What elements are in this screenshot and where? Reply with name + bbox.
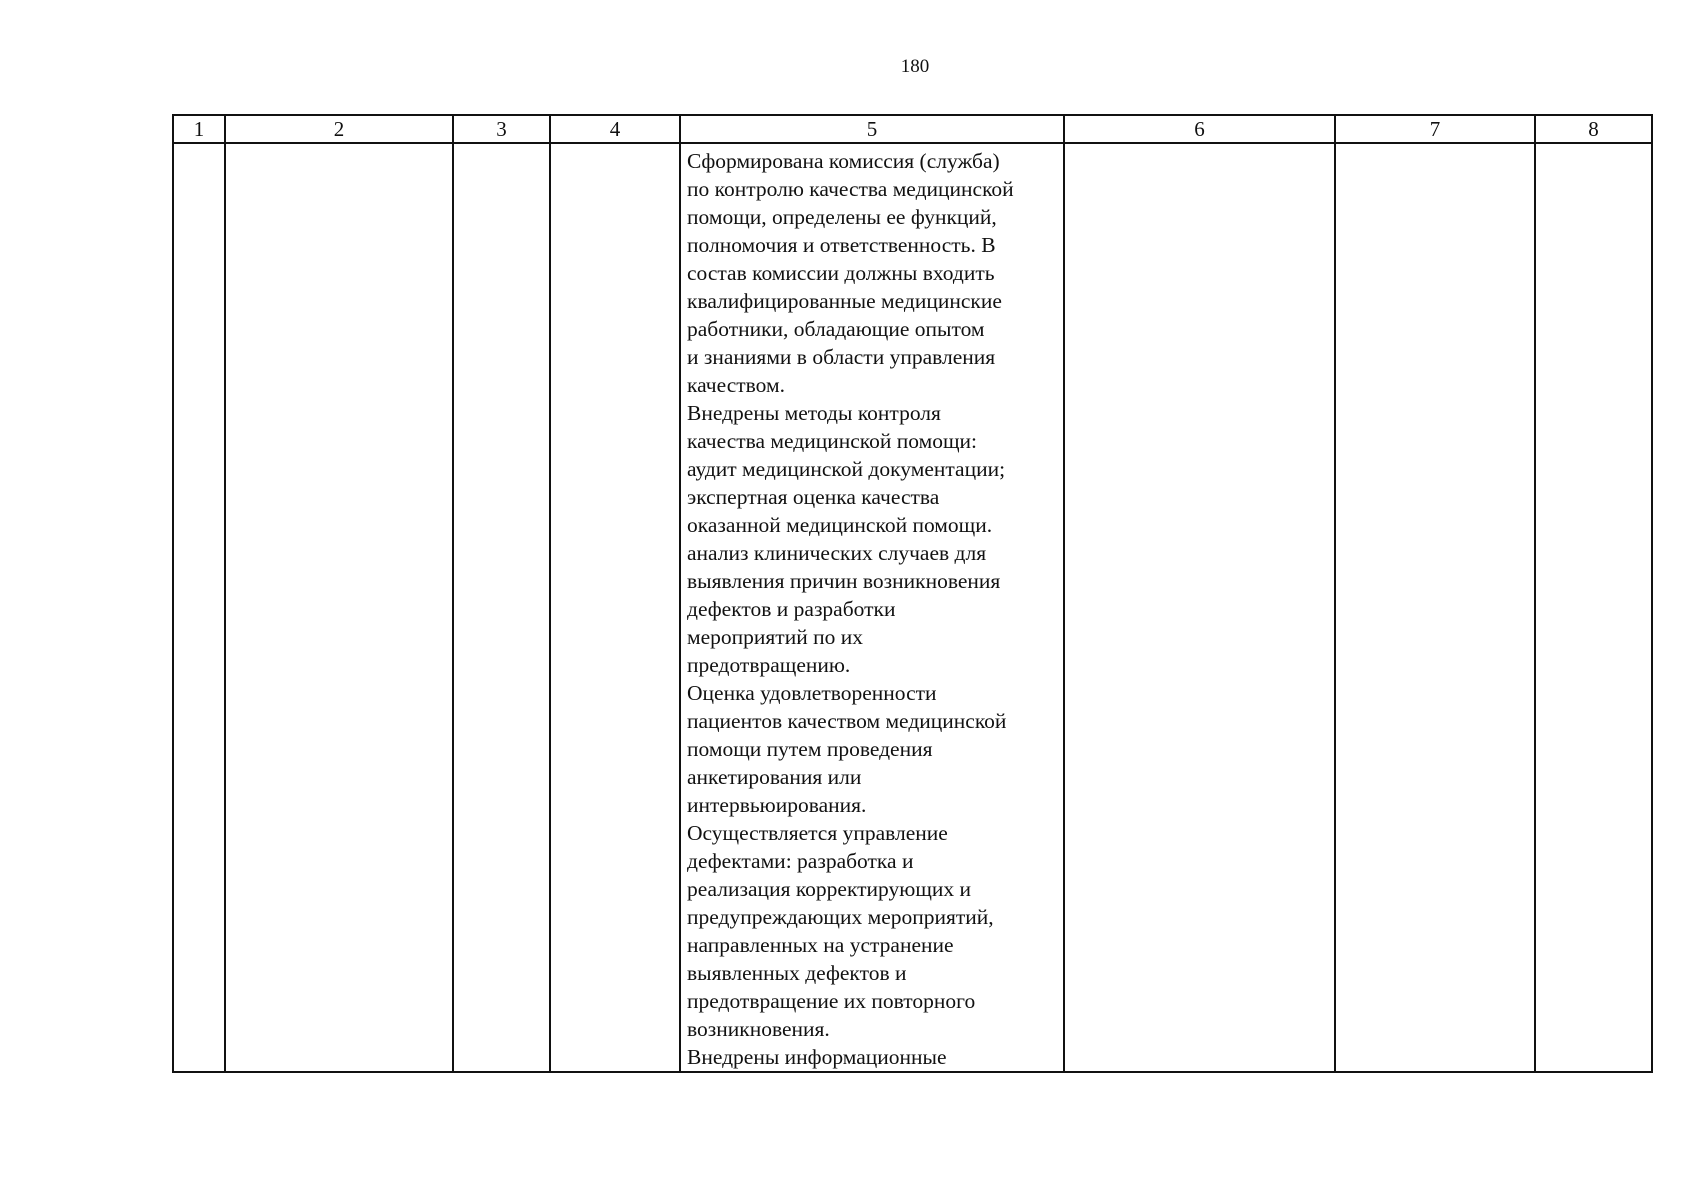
cell-col-2 [225, 143, 453, 1072]
column-header-5: 5 [680, 115, 1064, 143]
cell-col-7 [1335, 143, 1535, 1072]
cell-col-4 [550, 143, 680, 1072]
text-line: квалифицированные медицинские [687, 289, 1002, 313]
text-line: экспертная оценка качества [687, 485, 940, 509]
column-header-6: 6 [1064, 115, 1335, 143]
text-line: работники, обладающие опытом [687, 317, 985, 341]
text-line: анализ клинических случаев для [687, 541, 987, 565]
column-header-3: 3 [453, 115, 550, 143]
text-line: направленных на устранение [687, 933, 954, 957]
text-line: качества медицинской помощи: [687, 429, 978, 453]
column-header-2: 2 [225, 115, 453, 143]
text-line: помощи путем проведения [687, 737, 933, 761]
text-line: возникновения. [687, 1017, 830, 1041]
text-line: Внедрены методы контроля [687, 401, 941, 425]
text-line: интервьюирования. [687, 793, 867, 817]
column-header-7: 7 [1335, 115, 1535, 143]
text-line: предотвращению. [687, 653, 851, 677]
text-line: дефектами: разработка и [687, 849, 914, 873]
text-line: Сформирована комиссия (служба) [687, 149, 1000, 173]
text-line: предотвращение их повторного [687, 989, 976, 1013]
text-line: помощи, определены ее функций, [687, 205, 997, 229]
text-line: пациентов качеством медицинской [687, 709, 1007, 733]
text-line: дефектов и разработки [687, 597, 896, 621]
text-line: выявления причин возникновения [687, 569, 1001, 593]
column-header-8: 8 [1535, 115, 1652, 143]
text-line: оказанной медицинской помощи. [687, 513, 993, 537]
text-line: состав комиссии должны входить [687, 261, 995, 285]
page-number: 180 [900, 56, 930, 77]
column-header-1: 1 [173, 115, 225, 143]
table-row [173, 143, 1652, 1072]
cell-col-8 [1535, 143, 1652, 1072]
text-line: Осуществляется управление [687, 821, 948, 845]
text-line: качеством. [687, 373, 785, 397]
text-line: мероприятий по их [687, 625, 863, 649]
text-line: полномочия и ответственность. В [687, 233, 996, 257]
column-header-4: 4 [550, 115, 680, 143]
text-line: аудит медицинской документации; [687, 457, 1006, 481]
text-line: реализация корректирующих и [687, 877, 972, 901]
text-line: Оценка удовлетворенности [687, 681, 937, 705]
quality-control-description [681, 144, 1063, 1071]
text-line: выявленных дефектов и [687, 961, 907, 985]
text-line: анкетирования или [687, 765, 862, 789]
table-header-row [173, 115, 1652, 143]
cell-col-1 [173, 143, 225, 1072]
cell-col-3 [453, 143, 550, 1072]
text-line: предупреждающих мероприятий, [687, 905, 994, 929]
document-table [172, 114, 1653, 1073]
cell-col-6 [1064, 143, 1335, 1072]
text-line: по контролю качества медицинской [687, 177, 1014, 201]
text-line: и знаниями в области управления [687, 345, 996, 369]
cell-col-5 [680, 143, 1064, 1072]
text-line: Внедрены информационные [687, 1045, 947, 1069]
